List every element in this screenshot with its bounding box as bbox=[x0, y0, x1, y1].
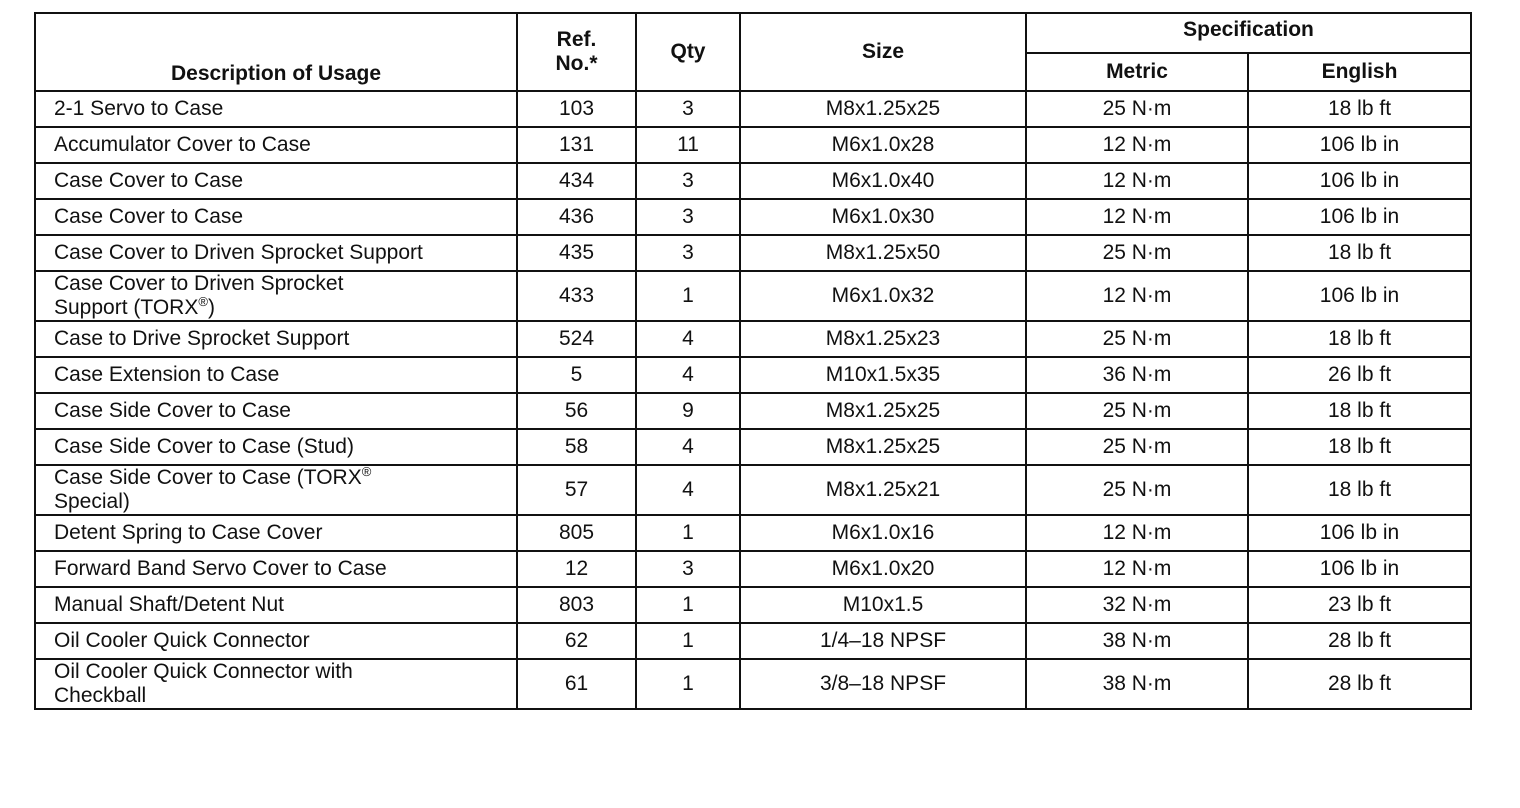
table-row bbox=[35, 393, 1471, 429]
cell-metric: 25 N·m bbox=[1026, 91, 1248, 127]
cell-qty: 1 bbox=[636, 271, 740, 321]
cell-english: 28 lb ft bbox=[1248, 659, 1471, 709]
table-row bbox=[35, 199, 1471, 235]
cell-metric: 38 N·m bbox=[1026, 623, 1248, 659]
cell-metric: 25 N·m bbox=[1026, 235, 1248, 271]
cell-ref-no: 12 bbox=[517, 551, 636, 587]
cell-metric: 12 N·m bbox=[1026, 515, 1248, 551]
table-row bbox=[35, 429, 1471, 465]
cell-metric: 25 N·m bbox=[1026, 465, 1248, 515]
cell-qty: 1 bbox=[636, 515, 740, 551]
cell-description: Oil Cooler Quick Connector with Checkball bbox=[35, 659, 517, 709]
cell-ref-no: 57 bbox=[517, 465, 636, 515]
cell-metric: 25 N·m bbox=[1026, 429, 1248, 465]
table-row bbox=[35, 271, 1471, 321]
cell-size: M6x1.0x40 bbox=[740, 163, 1026, 199]
cell-size: M8x1.25x25 bbox=[740, 429, 1026, 465]
cell-qty: 4 bbox=[636, 465, 740, 515]
cell-english: 18 lb ft bbox=[1248, 91, 1471, 127]
cell-description: Detent Spring to Case Cover bbox=[35, 515, 517, 551]
cell-qty: 3 bbox=[636, 199, 740, 235]
cell-metric: 12 N·m bbox=[1026, 551, 1248, 587]
cell-qty: 9 bbox=[636, 393, 740, 429]
cell-qty: 4 bbox=[636, 357, 740, 393]
cell-ref-no: 434 bbox=[517, 163, 636, 199]
cell-description: Case Cover to Case bbox=[35, 199, 517, 235]
cell-english: 106 lb in bbox=[1248, 199, 1471, 235]
table-row bbox=[35, 659, 1471, 709]
cell-metric: 12 N·m bbox=[1026, 163, 1248, 199]
cell-english: 18 lb ft bbox=[1248, 393, 1471, 429]
cell-metric: 25 N·m bbox=[1026, 393, 1248, 429]
cell-qty: 1 bbox=[636, 659, 740, 709]
cell-description: Case Cover to Case bbox=[35, 163, 517, 199]
cell-english: 18 lb ft bbox=[1248, 235, 1471, 271]
cell-size: M6x1.0x20 bbox=[740, 551, 1026, 587]
cell-qty: 3 bbox=[636, 163, 740, 199]
cell-english: 28 lb ft bbox=[1248, 623, 1471, 659]
cell-size: M6x1.0x16 bbox=[740, 515, 1026, 551]
cell-description: Case Side Cover to Case (TORX® Special) bbox=[35, 465, 517, 515]
cell-size: M8x1.25x21 bbox=[740, 465, 1026, 515]
header-metric: Metric bbox=[1026, 53, 1248, 91]
cell-size: M10x1.5x35 bbox=[740, 357, 1026, 393]
cell-ref-no: 103 bbox=[517, 91, 636, 127]
cell-description: Case Extension to Case bbox=[35, 357, 517, 393]
cell-metric: 12 N·m bbox=[1026, 127, 1248, 163]
cell-ref-no: 803 bbox=[517, 587, 636, 623]
cell-ref-no: 433 bbox=[517, 271, 636, 321]
cell-size: M10x1.5 bbox=[740, 587, 1026, 623]
cell-ref-no: 435 bbox=[517, 235, 636, 271]
cell-english: 18 lb ft bbox=[1248, 321, 1471, 357]
header-ref-no: Ref. No.* bbox=[517, 13, 636, 91]
cell-metric: 25 N·m bbox=[1026, 321, 1248, 357]
cell-ref-no: 131 bbox=[517, 127, 636, 163]
cell-description: Accumulator Cover to Case bbox=[35, 127, 517, 163]
table-row bbox=[35, 357, 1471, 393]
cell-qty: 3 bbox=[636, 551, 740, 587]
cell-english: 106 lb in bbox=[1248, 551, 1471, 587]
cell-size: M6x1.0x28 bbox=[740, 127, 1026, 163]
cell-english: 106 lb in bbox=[1248, 271, 1471, 321]
cell-size: M6x1.0x30 bbox=[740, 199, 1026, 235]
cell-size: M8x1.25x50 bbox=[740, 235, 1026, 271]
cell-description: Case Side Cover to Case bbox=[35, 393, 517, 429]
table-row bbox=[35, 623, 1471, 659]
cell-size: 1/4–18 NPSF bbox=[740, 623, 1026, 659]
cell-description: Case Side Cover to Case (Stud) bbox=[35, 429, 517, 465]
table-header bbox=[35, 13, 1471, 91]
fastener-torque-spec-table bbox=[34, 12, 1472, 710]
header-size: Size bbox=[740, 13, 1026, 91]
cell-ref-no: 58 bbox=[517, 429, 636, 465]
cell-description: Forward Band Servo Cover to Case bbox=[35, 551, 517, 587]
header-specification: Specification bbox=[1026, 13, 1471, 53]
cell-english: 23 lb ft bbox=[1248, 587, 1471, 623]
cell-ref-no: 524 bbox=[517, 321, 636, 357]
cell-metric: 36 N·m bbox=[1026, 357, 1248, 393]
cell-ref-no: 5 bbox=[517, 357, 636, 393]
cell-qty: 1 bbox=[636, 587, 740, 623]
table-body bbox=[35, 91, 1471, 709]
cell-size: 3/8–18 NPSF bbox=[740, 659, 1026, 709]
cell-description: Case to Drive Sprocket Support bbox=[35, 321, 517, 357]
cell-ref-no: 436 bbox=[517, 199, 636, 235]
cell-ref-no: 805 bbox=[517, 515, 636, 551]
cell-ref-no: 56 bbox=[517, 393, 636, 429]
cell-qty: 3 bbox=[636, 235, 740, 271]
cell-english: 106 lb in bbox=[1248, 515, 1471, 551]
cell-metric: 38 N·m bbox=[1026, 659, 1248, 709]
cell-metric: 12 N·m bbox=[1026, 271, 1248, 321]
cell-qty: 11 bbox=[636, 127, 740, 163]
cell-description: Manual Shaft/Detent Nut bbox=[35, 587, 517, 623]
header-description: Description of Usage bbox=[35, 13, 517, 91]
cell-english: 18 lb ft bbox=[1248, 429, 1471, 465]
table-row bbox=[35, 91, 1471, 127]
cell-metric: 12 N·m bbox=[1026, 199, 1248, 235]
cell-qty: 3 bbox=[636, 91, 740, 127]
cell-size: M6x1.0x32 bbox=[740, 271, 1026, 321]
cell-size: M8x1.25x25 bbox=[740, 91, 1026, 127]
cell-description: 2-1 Servo to Case bbox=[35, 91, 517, 127]
table-row bbox=[35, 465, 1471, 515]
table-row bbox=[35, 551, 1471, 587]
table-row bbox=[35, 515, 1471, 551]
cell-metric: 32 N·m bbox=[1026, 587, 1248, 623]
cell-ref-no: 61 bbox=[517, 659, 636, 709]
cell-qty: 1 bbox=[636, 623, 740, 659]
table-row bbox=[35, 235, 1471, 271]
cell-description: Oil Cooler Quick Connector bbox=[35, 623, 517, 659]
table-row bbox=[35, 163, 1471, 199]
cell-size: M8x1.25x23 bbox=[740, 321, 1026, 357]
cell-description: Case Cover to Driven Sprocket Support bbox=[35, 235, 517, 271]
table-row bbox=[35, 127, 1471, 163]
cell-description: Case Cover to Driven Sprocket Support (TORX®) bbox=[35, 271, 517, 321]
cell-ref-no: 62 bbox=[517, 623, 636, 659]
cell-english: 106 lb in bbox=[1248, 163, 1471, 199]
header-qty: Qty bbox=[636, 13, 740, 91]
cell-english: 18 lb ft bbox=[1248, 465, 1471, 515]
cell-size: M8x1.25x25 bbox=[740, 393, 1026, 429]
cell-english: 106 lb in bbox=[1248, 127, 1471, 163]
cell-english: 26 lb ft bbox=[1248, 357, 1471, 393]
cell-qty: 4 bbox=[636, 429, 740, 465]
header-english: English bbox=[1248, 53, 1471, 91]
cell-qty: 4 bbox=[636, 321, 740, 357]
table-row bbox=[35, 587, 1471, 623]
table-row bbox=[35, 321, 1471, 357]
